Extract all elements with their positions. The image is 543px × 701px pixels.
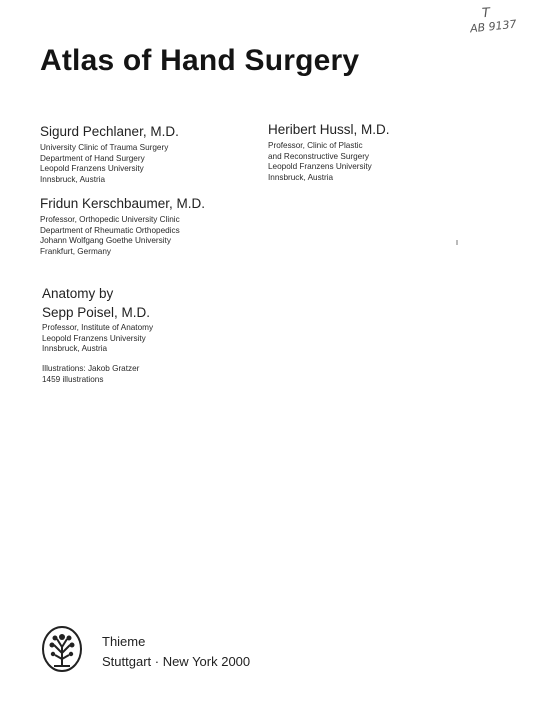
scan-speck bbox=[456, 240, 458, 245]
handwritten-note-line-2: AB 9137 bbox=[469, 17, 518, 36]
author-name: Sigurd Pechlaner, M.D. bbox=[40, 124, 179, 139]
affiliation-line: Leopold Franzens University bbox=[268, 162, 372, 171]
affiliation-line: and Reconstructive Surgery bbox=[268, 151, 370, 161]
affiliation-line: Professor, Orthopedic University Clinic bbox=[40, 215, 180, 224]
anatomy-heading: Anatomy by bbox=[42, 286, 114, 301]
author-affiliation bbox=[268, 141, 372, 183]
affiliation-line: Johann Wolfgang Goethe University bbox=[40, 236, 171, 245]
affiliation-line: Leopold Franzens University bbox=[42, 333, 146, 343]
affiliation-line: Department of Hand Surgery bbox=[40, 153, 145, 163]
anatomy-affiliation bbox=[42, 323, 153, 355]
illustrations-line: Illustrations: Jakob Gratzer bbox=[42, 364, 140, 373]
author-name: Fridun Kerschbaumer, M.D. bbox=[40, 196, 206, 211]
author-affiliation bbox=[40, 215, 180, 257]
anatomy-author-name: Sepp Poisel, M.D. bbox=[42, 305, 151, 320]
author-name: Heribert Hussl, M.D. bbox=[268, 122, 390, 137]
affiliation-line: Frankfurt, Germany bbox=[40, 246, 111, 256]
affiliation-line: Innsbruck, Austria bbox=[40, 174, 106, 184]
affiliation-line: Professor, Clinic of Plastic bbox=[268, 141, 363, 150]
affiliation-line: Department of Rheumatic Orthopedics bbox=[40, 225, 180, 235]
illustrations-line: 1459 illustrations bbox=[42, 374, 104, 384]
illustrations-credit bbox=[42, 364, 139, 385]
publisher-name: Thieme bbox=[102, 634, 146, 649]
affiliation-line: Innsbruck, Austria bbox=[42, 344, 108, 353]
affiliation-line: University Clinic of Trauma Surgery bbox=[40, 143, 169, 152]
thieme-tree-logo bbox=[40, 625, 84, 673]
author-affiliation bbox=[40, 143, 168, 185]
affiliation-line: Professor, Institute of Anatomy bbox=[42, 323, 154, 332]
book-title: Atlas of Hand Surgery bbox=[40, 44, 360, 77]
publisher-location-year: Stuttgart · New York 2000 bbox=[102, 654, 251, 669]
affiliation-line: Innsbruck, Austria bbox=[268, 172, 334, 182]
affiliation-line: Leopold Franzens University bbox=[40, 164, 144, 173]
handwritten-note-line-1: T bbox=[481, 5, 491, 22]
